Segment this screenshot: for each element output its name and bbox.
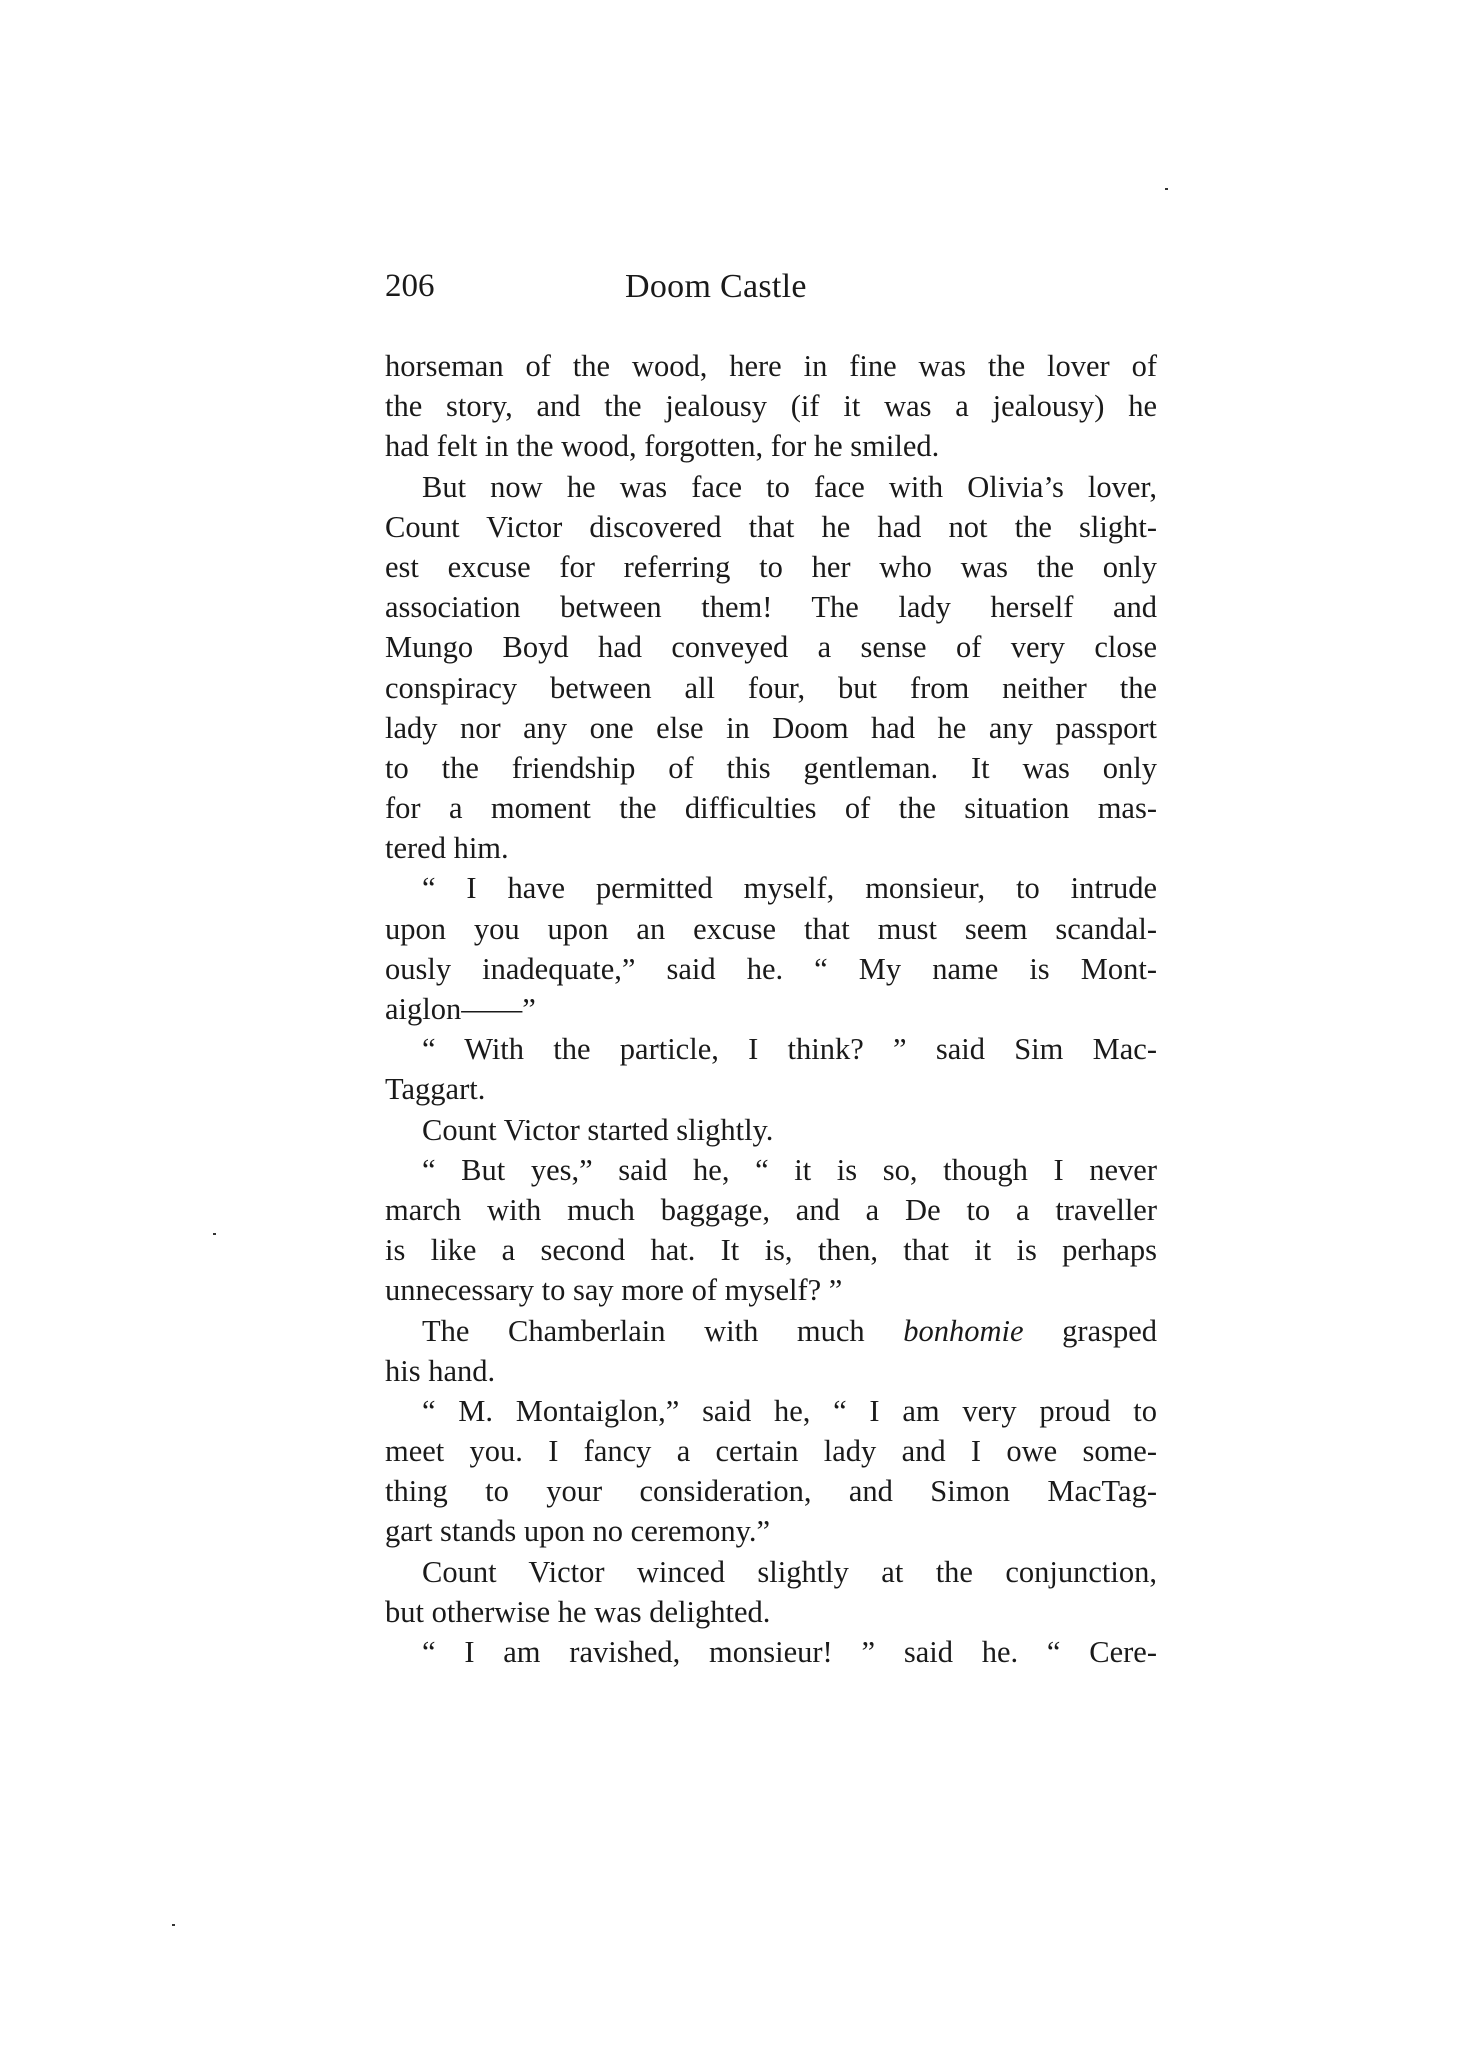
- text-line: Count Victor discovered that he had not the slight-: [385, 509, 1157, 544]
- text-line: thing to your consideration, and Simon MacTag-: [385, 1474, 1157, 1509]
- text-line: unnecessary to say more of myself? ”: [385, 1273, 843, 1308]
- text-line: lady nor any one else in Doom had he any passport: [385, 710, 1157, 745]
- text-line: conspiracy between all four, but from neither the: [385, 670, 1157, 705]
- text-line: had felt in the wood, forgotten, for he smiled.: [385, 429, 940, 464]
- text-line: “ But yes,” said he, “ it is so, though I never: [422, 1152, 1157, 1187]
- scan-speck: [213, 1233, 216, 1235]
- text-line: the story, and the jealousy (if it was a jealousy) he: [385, 389, 1157, 424]
- text-line: tered him.: [385, 831, 509, 866]
- text-line: aiglon——”: [385, 992, 536, 1026]
- body-text: [385, 346, 1157, 1672]
- text-line: meet you. I fancy a certain lady and I owe some-: [385, 1434, 1157, 1469]
- text-line: [385, 1311, 1157, 1351]
- text-line: for a moment the difficulties of the situation mas-: [385, 791, 1157, 826]
- page-header: [385, 268, 1155, 318]
- text-line: But now he was face to face with Olivia’s lover,: [422, 469, 1157, 504]
- text-fragment: grasped: [1062, 1313, 1158, 1348]
- text-line: horseman of the wood, here in fine was the lover of: [385, 349, 1157, 383]
- text-line: upon you upon an excuse that must seem scandal-: [385, 911, 1157, 946]
- running-title: Doom Castle: [625, 268, 807, 305]
- text-line: gart stands upon no ceremony.”: [385, 1514, 771, 1549]
- text-line: but otherwise he was delighted.: [385, 1594, 771, 1629]
- scan-speck: [172, 1924, 175, 1926]
- text-line: Count Victor winced slightly at the conjunction,: [422, 1554, 1157, 1589]
- text-line: Taggart.: [385, 1072, 486, 1107]
- text-line: “ M. Montaiglon,” said he, “ I am very proud to: [422, 1393, 1157, 1428]
- text-fragment: The Chamberlain with much: [422, 1313, 865, 1348]
- text-line: “ With the particle, I think? ” said Sim Mac-: [422, 1032, 1157, 1067]
- text-line: his hand.: [385, 1353, 496, 1388]
- text-line: Count Victor started slightly.: [422, 1112, 774, 1147]
- text-line: ously inadequate,” said he. “ My name is Mont-: [385, 951, 1157, 986]
- text-line: march with much baggage, and a De to a traveller: [385, 1192, 1157, 1227]
- scan-speck: [1165, 188, 1168, 190]
- emphasized-word: bonhomie: [903, 1313, 1024, 1348]
- text-line: to the friendship of this gentleman. It was only: [385, 750, 1157, 785]
- text-line: “ I am ravished, monsieur! ” said he. “ Cere-: [422, 1635, 1157, 1669]
- text-line: is like a second hat. It is, then, that it is perhaps: [385, 1233, 1157, 1268]
- text-line: est excuse for referring to her who was the only: [385, 549, 1157, 584]
- text-line: “ I have permitted myself, monsieur, to intrude: [422, 871, 1157, 906]
- text-line: association between them! The lady herself and: [385, 590, 1157, 625]
- page-number: 206: [385, 268, 435, 304]
- text-line: Mungo Boyd had conveyed a sense of very close: [385, 630, 1157, 665]
